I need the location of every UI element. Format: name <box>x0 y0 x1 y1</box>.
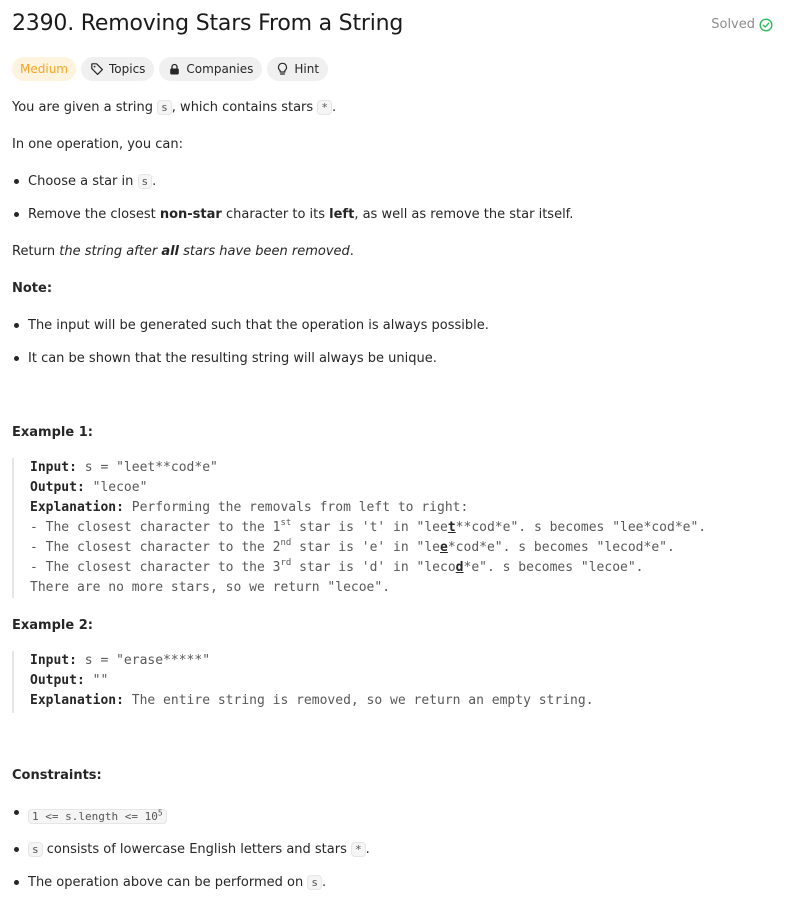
text: - The closest character to the 2 <box>30 540 281 555</box>
example-line <box>30 651 782 671</box>
list-item <box>12 872 782 893</box>
text: *cod*e". s becomes "lecod*e". <box>447 540 675 555</box>
text: You are given a string <box>12 100 158 115</box>
text: character to its <box>221 207 330 222</box>
text: The operation above can be performed on <box>28 874 308 890</box>
inline-code: s <box>157 100 172 115</box>
text: star is 'e' in "le <box>291 540 441 555</box>
problem-title: 2390. Removing Stars From a String <box>12 11 404 36</box>
check-circle-icon <box>759 18 773 32</box>
text: - The closest character to the 1 <box>30 520 281 535</box>
inline-code: * <box>351 842 366 857</box>
example-line <box>30 558 782 578</box>
text: . <box>331 100 337 115</box>
bold-text: non-star <box>159 207 222 222</box>
heading-text: Example 1: <box>12 425 93 440</box>
intro-paragraph <box>12 97 336 118</box>
underlined-char: t <box>447 520 456 535</box>
list-item <box>12 171 782 192</box>
text: Choose a star in <box>28 174 138 189</box>
text: - The closest character to the 3 <box>30 560 281 575</box>
input-label: Input: <box>30 460 77 475</box>
topics-button[interactable] <box>81 57 154 81</box>
note-list <box>12 315 782 369</box>
operation-intro: In one operation, you can: <box>12 137 183 152</box>
superscript: st <box>280 517 292 528</box>
text: . <box>321 874 327 890</box>
note-label: Note: <box>12 281 53 296</box>
example-line: There are no more stars, so we return "lecoe". <box>30 580 391 595</box>
list-item <box>12 839 782 860</box>
heading-text: Example 2: <box>12 618 93 633</box>
inline-code: s <box>138 174 153 189</box>
operation-list <box>12 171 782 225</box>
constraints-heading <box>12 765 102 786</box>
example-line <box>30 671 782 691</box>
companies-button[interactable] <box>159 57 262 81</box>
bold-text: left <box>329 207 355 222</box>
example-2-heading <box>12 615 93 636</box>
example-1-block <box>12 458 782 598</box>
solved-label: Solved <box>711 17 755 32</box>
lock-icon <box>168 63 181 76</box>
text: consists of lowercase English letters and stars <box>42 841 351 857</box>
example-line <box>30 538 782 558</box>
input-value: s = "leet**cod*e" <box>76 460 218 475</box>
return-paragraph <box>12 241 354 262</box>
example-line <box>30 478 782 498</box>
superscript: 5 <box>157 808 163 817</box>
text: , which contains stars <box>171 100 318 115</box>
topics-label: Topics <box>108 62 146 76</box>
text: star is 't' in "lee <box>291 520 448 535</box>
input-label: Input: <box>30 653 77 668</box>
text: *e". s becomes "lecoe". <box>463 560 644 575</box>
example-line <box>30 498 782 518</box>
list-item <box>12 802 782 827</box>
tag-icon <box>90 62 104 76</box>
list-item: It can be shown that the resulting string will always be unique. <box>12 348 782 369</box>
text: Remove the closest <box>28 207 160 222</box>
hint-button[interactable] <box>267 57 328 81</box>
inline-code: s <box>307 875 322 890</box>
example-line <box>30 691 782 711</box>
heading-text: Constraints: <box>12 768 102 783</box>
example-line <box>30 518 782 538</box>
difficulty-label: Medium <box>20 62 68 76</box>
solved-status <box>711 17 773 32</box>
italic-text: stars have been removed <box>179 244 350 259</box>
inline-code: s <box>28 842 43 857</box>
text: **cod*e". s becomes "lee*cod*e". <box>455 520 707 535</box>
explanation-value: Performing the removals from left to right: <box>123 500 469 515</box>
explanation-value: The entire string is removed, so we return an empty string. <box>123 693 594 708</box>
tag-bar <box>12 57 328 81</box>
list-item: The input will be generated such that the operation is always possible. <box>12 315 782 336</box>
text: Return <box>12 244 60 259</box>
example-line <box>30 458 782 478</box>
code-text: 1 <= s.length <= 10 <box>32 809 158 823</box>
note-heading <box>12 278 52 299</box>
output-label: Output: <box>30 480 85 495</box>
inline-code: * <box>317 100 332 115</box>
inline-code <box>28 809 167 824</box>
text: . <box>365 841 370 857</box>
lightbulb-icon <box>276 62 289 76</box>
bold-text: all <box>161 244 180 259</box>
underlined-char: d <box>455 560 464 575</box>
constraints-list <box>12 802 782 893</box>
italic-text: the string after <box>59 244 162 259</box>
underlined-char: e <box>440 540 448 555</box>
output-value: "" <box>84 673 109 688</box>
list-item <box>12 204 782 225</box>
hint-label: Hint <box>294 62 320 76</box>
example-1-heading <box>12 422 93 443</box>
text: star is 'd' in "leco <box>291 560 456 575</box>
example-2-block <box>12 651 782 713</box>
difficulty-badge <box>12 57 76 81</box>
output-label: Output: <box>30 673 85 688</box>
explanation-label: Explanation: <box>30 693 124 708</box>
superscript: rd <box>280 557 292 568</box>
output-value: "lecoe" <box>84 480 148 495</box>
explanation-label: Explanation: <box>30 500 124 515</box>
superscript: nd <box>280 537 292 548</box>
text: , as well as remove the star itself. <box>354 207 574 222</box>
companies-label: Companies <box>186 62 254 76</box>
input-value: s = "erase*****" <box>76 653 211 668</box>
text: . <box>349 244 354 259</box>
text: . <box>152 174 157 189</box>
